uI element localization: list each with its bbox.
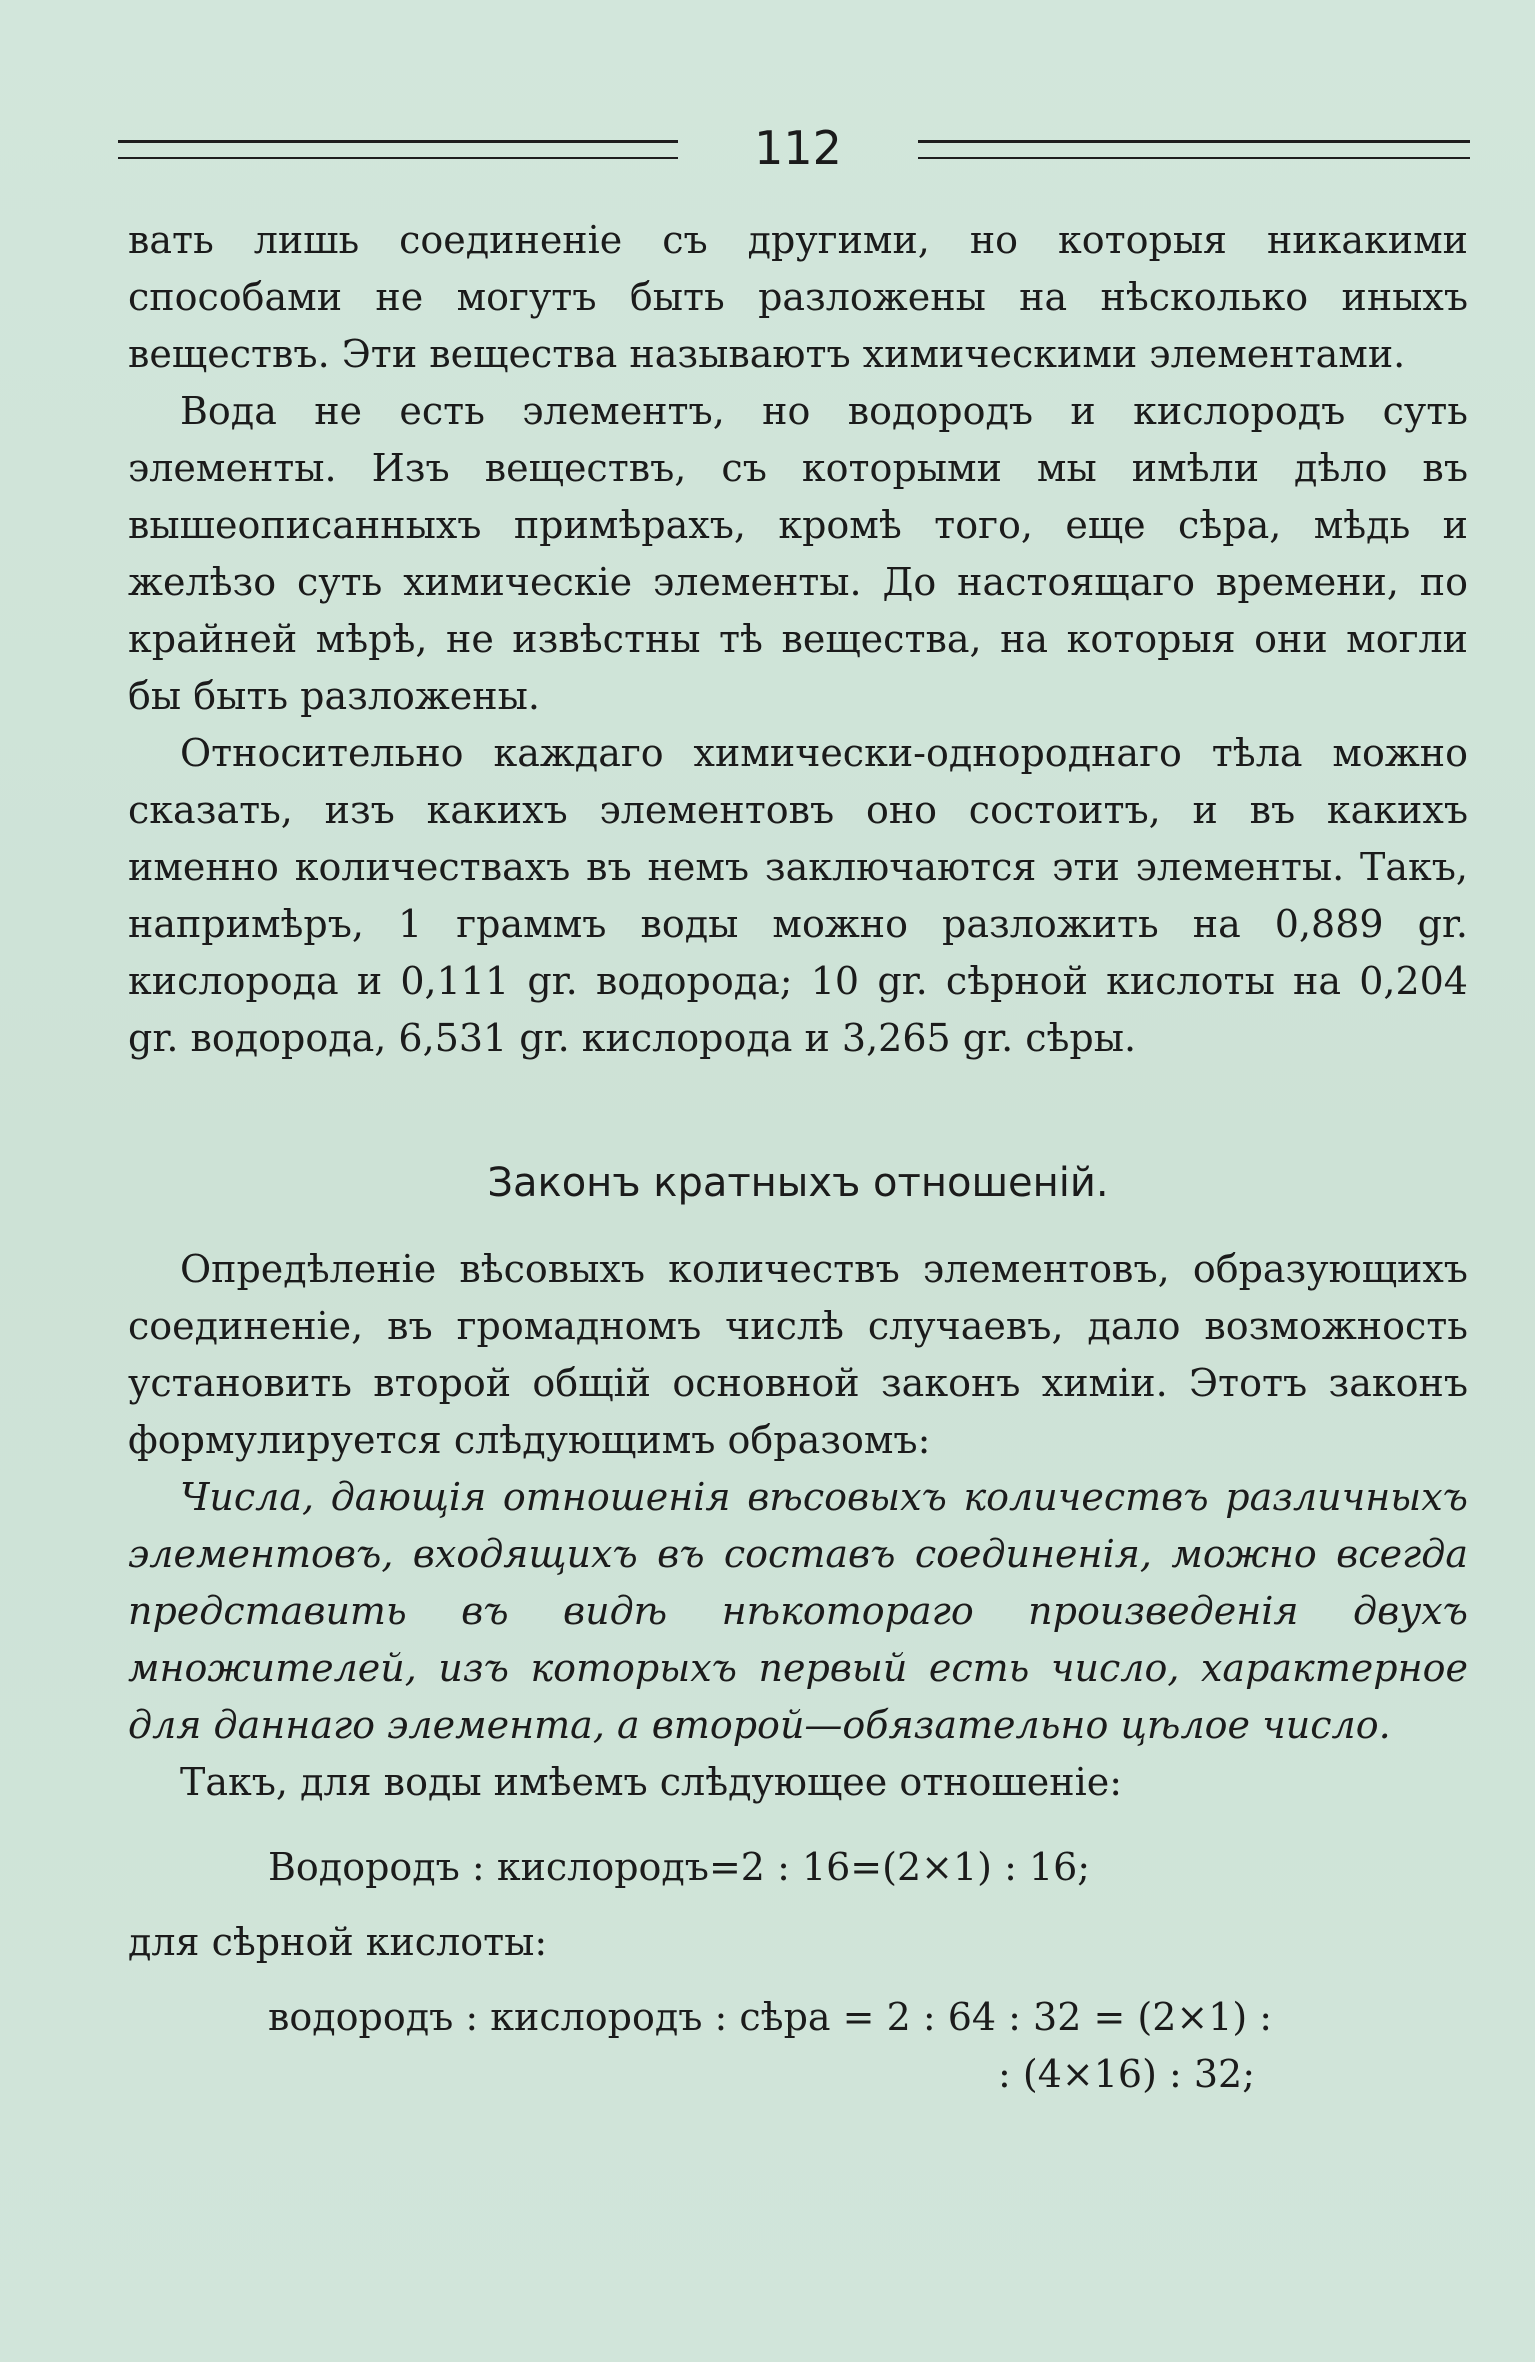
- page-number: 112: [754, 121, 842, 175]
- section-heading: Законъ кратныхъ отношеній.: [487, 1160, 1109, 1206]
- paragraph-3: Относительно каждаго химически-однороднаго тѣла можно сказать, изъ какихъ элементовъ оно состоитъ, и въ какихъ именно количествахъ въ немъ заключаются эти элементы. Такъ, напримѣръ, 1 граммъ воды можно разложить на 0,889 gr. кислорода и 0,111 gr. водорода; 10 gr. сѣрной кислоты на 0,204 gr. водорода, 6,531 gr. кислорода и 3,265 gr. сѣры.: [128, 731, 1468, 1060]
- paragraph-1: вать лишь соединеніе съ другими, но которыя никакими способами не могутъ быть разложены на нѣсколько иныхъ веществъ. Эти вещества называютъ химическими элементами.: [128, 218, 1468, 376]
- formula-sulfuric-line2: : (4×16) : 32;: [998, 2052, 1256, 2096]
- header-rule-right: [918, 140, 1470, 159]
- law-statement: Числа, дающія отношенія вѣсовыхъ количествъ различныхъ элементовъ, входящихъ въ составъ соединенія, можно всегда представить въ видѣ нѣкотораго произведенія двухъ множителей, изъ которыхъ первый есть число, характерное для даннаго элемента, а второй—обязательно цѣлое число.: [128, 1475, 1468, 1747]
- sulfuric-intro: для сѣрной кислоты:: [128, 1920, 548, 1964]
- paragraph-2: Вода не есть элементъ, но водородъ и кислородъ суть элементы. Изъ веществъ, съ которыми мы имѣли дѣло въ вышеописанныхъ примѣрахъ, кромѣ того, еще сѣра, мѣдь и желѣзо суть химическіе элементы. До настоящаго времени, по крайней мѣрѣ, не извѣстны тѣ вещества, на которыя они могли бы быть разложены.: [128, 389, 1468, 718]
- formula-water: Водородъ : кислородъ=2 : 16=(2×1) : 16;: [268, 1845, 1091, 1889]
- section-paragraph-1: Опредѣленіе вѣсовыхъ количествъ элементовъ, образующихъ соединеніе, въ громадномъ числѣ случаевъ, дало возможность установить второй общій основной законъ химіи. Этотъ законъ формулируется слѣдующимъ образомъ:: [128, 1247, 1468, 1462]
- formula-sulfuric-line1: водородъ : кислородъ : сѣра = 2 : 64 : 32 = (2×1) :: [268, 1995, 1273, 2039]
- page-header: [118, 118, 1470, 178]
- header-rule-left: [118, 140, 678, 159]
- page-body: [128, 212, 1468, 2103]
- example-intro: Такъ, для воды имѣемъ слѣдующее отношеніе:: [180, 1760, 1123, 1804]
